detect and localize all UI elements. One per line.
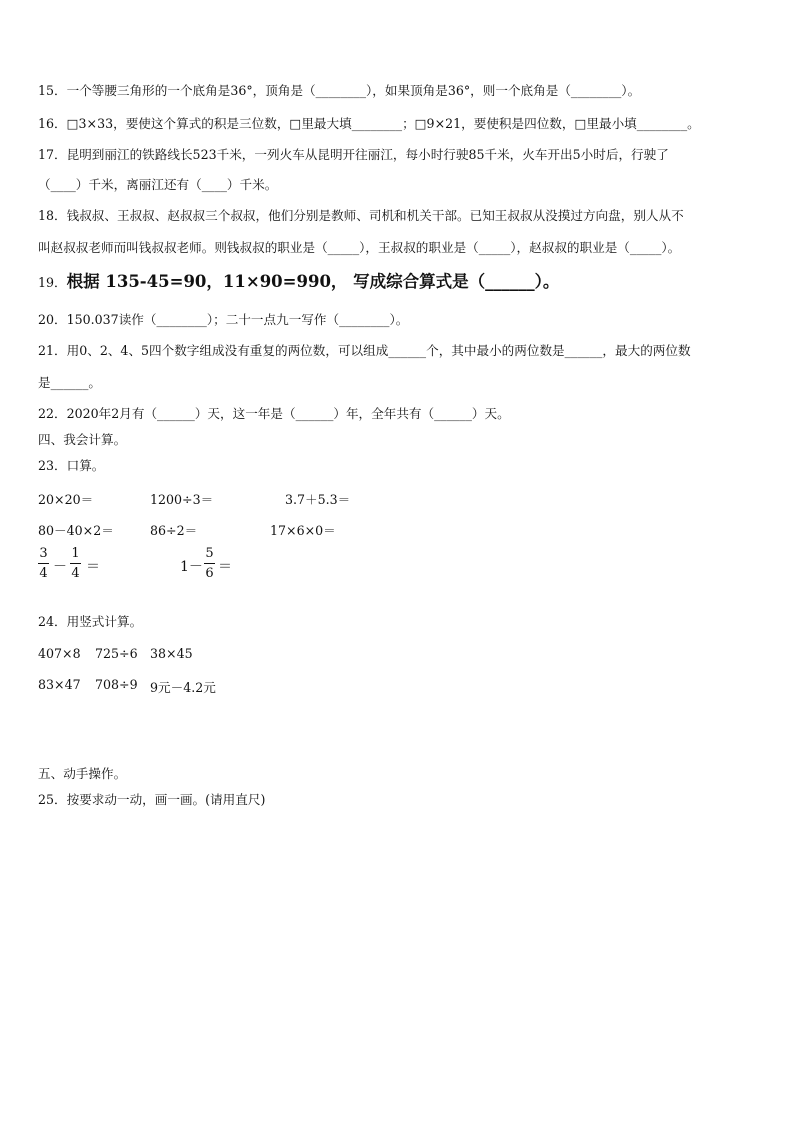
fraction-bar [38,563,49,564]
vertical-calc-3: 38×45 [150,646,193,661]
vertical-calc-2: 725÷6 [95,646,138,661]
numerator: 3 [39,546,48,561]
section-4-heading: 四、我会计算。 [38,432,127,447]
denominator: 6 [205,566,214,581]
question-18-line1: 18．钱叔叔、王叔叔、赵叔叔三个叔叔，他们分别是教师、司机和机关干部。已知王叔叔从没摸过方向盘，别人从不 [38,208,684,223]
question-19-text: 根据 135-45=90，11×90=990， 写成综合算式是（______）。 [66,272,560,291]
mental-calc-2: 1200÷3＝ [150,492,214,507]
question-18-line2: 叫赵叔叔老师而叫钱叔叔老师。则钱叔叔的职业是（_____），王叔叔的职业是（_____），赵叔叔的职业是（_____）。 [38,240,681,255]
question-25: 25．按要求动一动，画一画。(请用直尺) [38,792,266,807]
question-17-line1: 17．昆明到丽江的铁路线长523千米，一列火车从昆明开往丽江，每小时行驶85千米，火车开出5小时后，行驶了 [38,147,669,162]
one-minus: 1－ [180,559,203,575]
question-16: 16．□3×33，要使这个算式的积是三位数，□里最大填________；□9×21，要使积是四位数，□里最小填________。 [38,116,700,131]
question-17-line2: （____）千米，离丽江还有（____）千米。 [38,177,278,192]
fraction-1-4 [70,546,81,581]
vertical-calc-6: 9元－4.2元 [150,680,216,695]
vertical-calc-5: 708÷9 [95,677,138,692]
equals-sign: ＝ [218,559,232,575]
minus-sign: － [53,559,67,575]
fraction-bar [204,563,215,564]
denominator: 4 [71,566,80,581]
vertical-calc-1: 407×8 [38,646,81,661]
mental-calc-4: 80－40×2＝ [38,523,114,538]
fraction-5-6 [204,546,215,581]
question-21-line2: 是______。 [38,375,101,390]
question-15: 15．一个等腰三角形的一个底角是36°，顶角是（________），如果顶角是36°，则一个底角是（________）。 [38,83,641,98]
mental-calc-3: 3.7＋5.3＝ [285,492,351,507]
question-22: 22．2020年2月有（______）天，这一年是（______）年，全年共有（______）天。 [38,406,510,421]
mental-calc-6: 17×6×0＝ [270,523,336,538]
fraction-3-4 [38,546,49,581]
mental-calc-1: 20×20＝ [38,492,94,507]
numerator: 1 [71,546,80,561]
vertical-calc-4: 83×47 [38,677,81,692]
question-20: 20．150.037读作（________）；二十一点九一写作（________）。 [38,312,409,327]
question-19 [38,274,559,291]
section-5-heading: 五、动手操作。 [38,766,127,781]
question-24-title: 24．用竖式计算。 [38,614,143,629]
equals-sign: ＝ [86,559,100,575]
numerator: 5 [205,546,214,561]
question-19-number: 19． [38,275,67,290]
question-21-line1: 21．用0、2、4、5四个数字组成没有重复的两位数，可以组成______个，其中最小的两位数是______，最大的两位数 [38,343,691,358]
fraction-bar [70,563,81,564]
mental-calc-5: 86÷2＝ [150,523,198,538]
denominator: 4 [39,566,48,581]
question-23-title: 23．口算。 [38,458,105,473]
